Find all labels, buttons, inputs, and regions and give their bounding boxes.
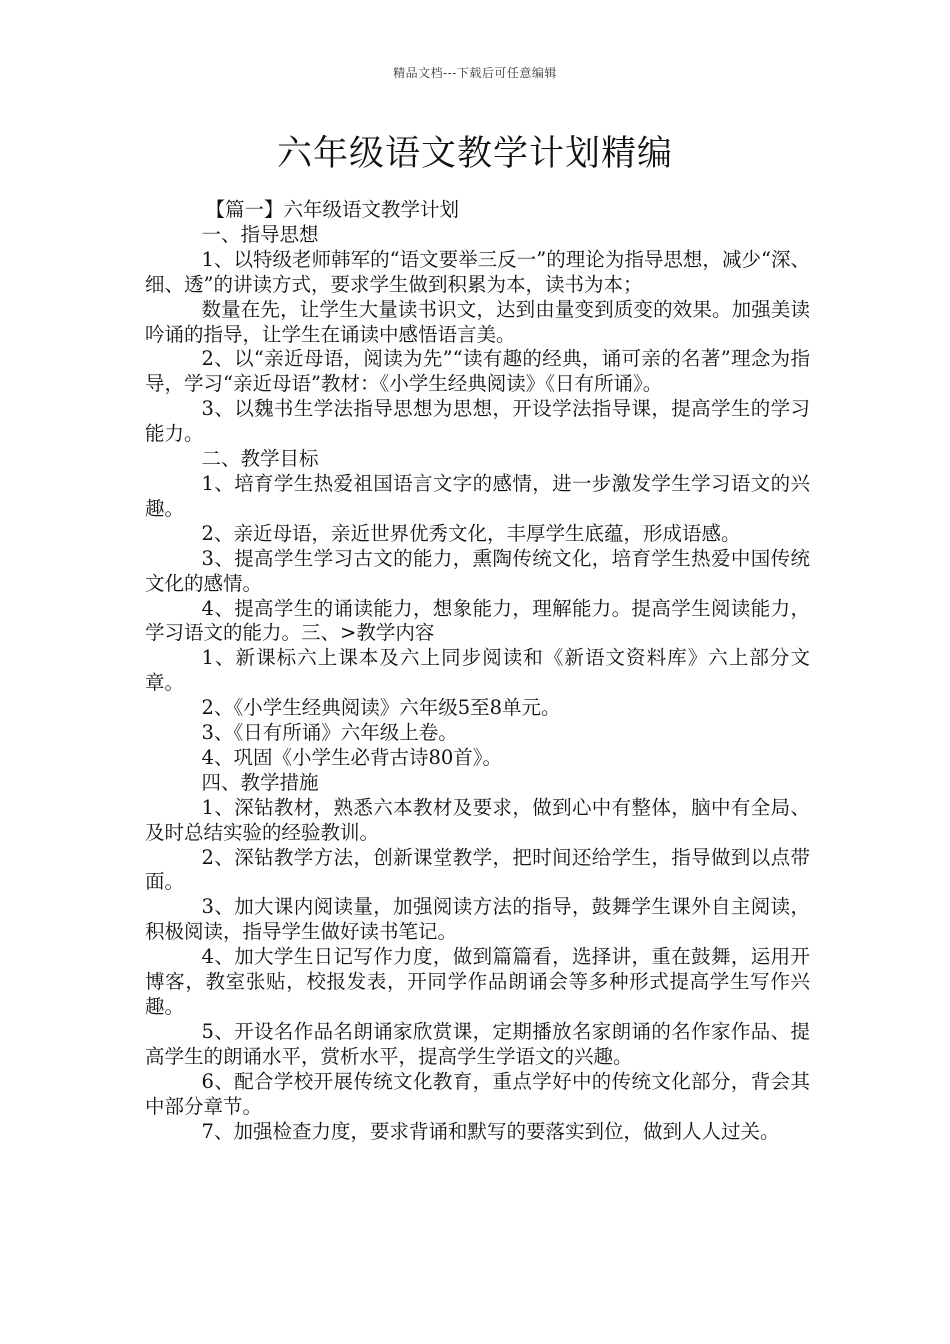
paragraph: 1、培育学生热爱祖国语言文字的感情，进一步激发学生学习语文的兴趣。 — [145, 471, 810, 520]
paragraph: 4、加大学生日记写作力度，做到篇篇看，选择讲，重在鼓舞，运用开博客，教室张贴，校报发表，开同学作品朗诵会等多种形式提高学生写作兴趣。 — [145, 945, 810, 1018]
document-body — [145, 198, 810, 1144]
paragraph: 7、加强检查力度，要求背诵和默写的要落实到位，做到人人过关。 — [201, 1119, 780, 1143]
section-heading: 一、指导思想 — [201, 222, 319, 246]
paragraph: 2、以“亲近母语，阅读为先”“读有趣的经典，诵可亲的名著”理念为指导，学习“亲近母语”教材：《小学生经典阅读》《日有所诵》。 — [145, 347, 810, 396]
paragraph: 2、《小学生经典阅读》六年级5至8单元。 — [201, 696, 561, 720]
paragraph: 5、开设名作品名朗诵家欣赏课，定期播放名家朗诵的名作家作品、提高学生的朗诵水平，赏析水平，提高学生学语文的兴趣。 — [145, 1019, 810, 1068]
paragraph: 3、加大课内阅读量，加强阅读方法的指导，鼓舞学生课外自主阅读，积极阅读，指导学生做好读书笔记。 — [145, 895, 810, 944]
section-heading: 二、教学目标 — [201, 447, 319, 471]
section-subtitle: 【篇一】六年级语文教学计划 — [205, 198, 459, 221]
paragraph: 3、以魏书生学法指导思想为思想，开设学法指导课，提高学生的学习能力。 — [145, 397, 810, 446]
document-title: 六年级语文教学计划精编 — [276, 134, 673, 174]
paragraph: 4、提高学生的诵读能力，想象能力，理解能力。提高学生阅读能力，学习语文的能力。三、>教学内容 — [145, 596, 810, 645]
header-note: 精品文档---下载后可任意编辑 — [393, 66, 557, 80]
section-heading: 四、教学措施 — [201, 770, 319, 794]
paragraph: 2、深钻教学方法，创新课堂教学，把时间还给学生，指导做到以点带面。 — [145, 845, 810, 894]
paragraph: 1、深钻教材，熟悉六本教材及要求，做到心中有整体，脑中有全局、及时总结实验的经验教训。 — [145, 795, 810, 844]
paragraph: 2、亲近母语，亲近世界优秀文化，丰厚学生底蕴，形成语感。 — [201, 521, 741, 545]
paragraph: 1、新课标六上课本及六上同步阅读和《新语文资料库》六上部分文章。 — [145, 646, 810, 695]
paragraph: 数量在先，让学生大量读书识文，达到由量变到质变的效果。加强美读吟诵的指导，让学生在诵读中感悟语言美。 — [145, 297, 810, 346]
paragraph: 3、提高学生学习古文的能力，熏陶传统文化，培育学生热爱中国传统文化的感情。 — [145, 546, 810, 595]
paragraph: 4、巩固《小学生必背古诗80首》。 — [201, 745, 503, 769]
paragraph: 6、配合学校开展传统文化教育，重点学好中的传统文化部分，背会其中部分章节。 — [145, 1069, 810, 1118]
paragraph: 1、以特级老师韩军的“语文要举三反一”的理论为指导思想，减少“深、细、透”的讲读方式，要求学生做到积累为本，读书为本； — [145, 247, 810, 296]
paragraph: 3、《日有所诵》六年级上卷。 — [201, 721, 458, 745]
